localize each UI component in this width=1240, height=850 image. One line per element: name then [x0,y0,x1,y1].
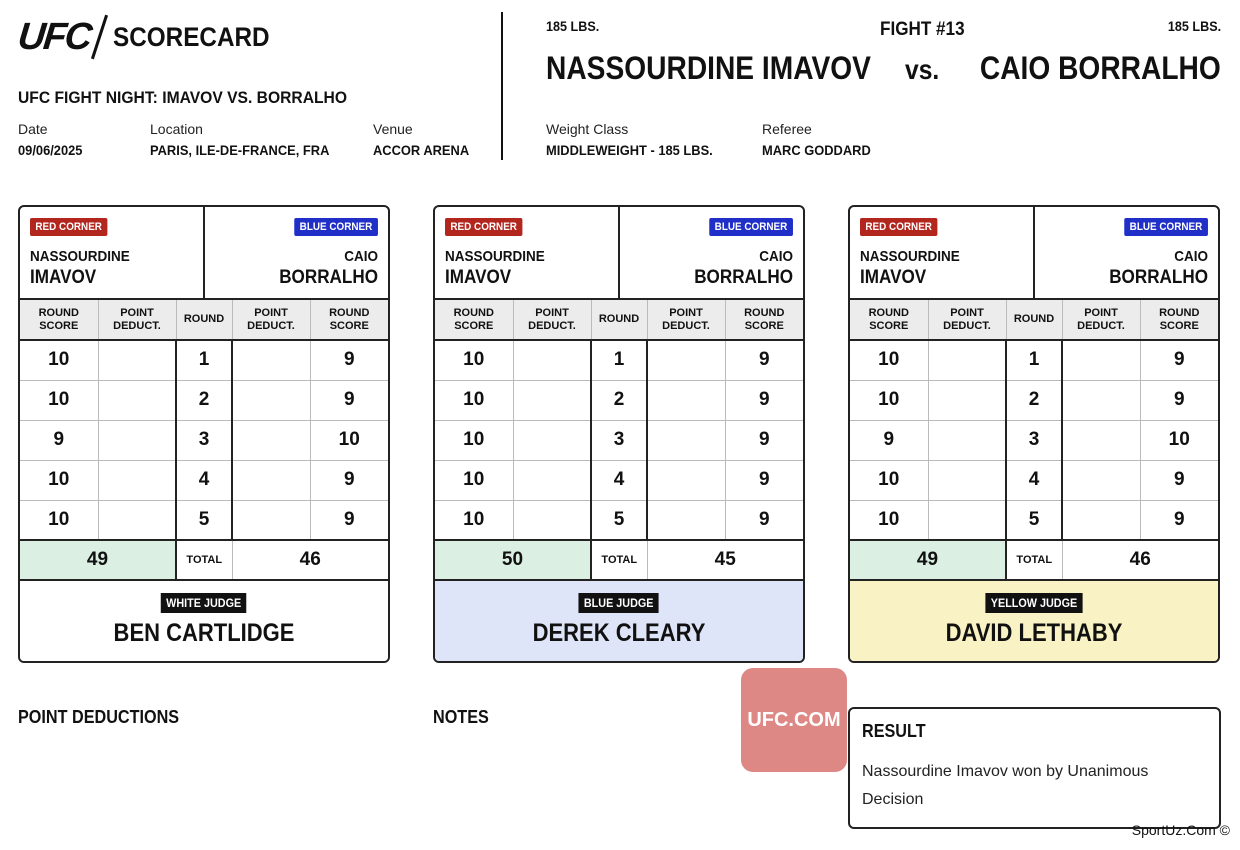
total-row [435,540,803,580]
blue-round-score: 10 [310,420,388,460]
blue-point-deduction [232,420,310,460]
total-label: TOTAL [176,540,232,580]
header-divider [501,12,503,160]
round-number: 2 [591,380,647,420]
blue-corner-badge: BLUE CORNER [295,218,378,236]
red-point-deduction [98,500,176,540]
red-round-score-header: ROUND SCORE [850,300,928,340]
red-total-score: 49 [850,540,1006,580]
blue-round-score: 9 [1140,340,1218,380]
blue-point-deduction [647,500,725,540]
blue-point-deduct-header: POINT DEDUCT. [647,300,725,340]
red-corner-badge: RED CORNER [30,218,107,236]
total-row [850,540,1218,580]
judge-section [20,581,388,663]
round-number: 3 [176,420,232,460]
red-first-name: NASSOURDINE [30,248,130,265]
score-table-header [850,300,1218,340]
red-round-score: 10 [20,460,98,500]
result-title: RESULT [862,721,926,741]
red-round-score: 10 [20,500,98,540]
red-point-deduction [513,340,591,380]
point-deductions-title: POINT DEDUCTIONS [18,707,180,727]
red-round-score: 10 [20,380,98,420]
round-row [850,460,1218,500]
red-corner-badge: RED CORNER [860,218,937,236]
round-number: 2 [176,380,232,420]
blue-point-deduction [232,380,310,420]
scorecard-title: SCORECARD [113,21,270,52]
total-row [20,540,388,580]
blue-fighter-name: CAIO BORRALHO [980,50,1221,86]
red-first-name: NASSOURDINE [445,248,545,265]
red-last-name: IMAVOV [30,267,97,288]
red-round-score: 10 [850,380,928,420]
location-label: Location [150,121,203,137]
round-number: 5 [176,500,232,540]
blue-corner [620,207,803,298]
score-table-header [435,300,803,340]
weight-class-label: Weight Class [546,121,629,137]
red-corner-fighter [860,246,1007,288]
blue-corner [205,207,388,298]
blue-round-score: 9 [310,380,388,420]
judge-section [435,581,803,663]
round-header: ROUND [591,300,647,340]
round-row [435,340,803,380]
blue-round-score: 9 [725,340,803,380]
red-weight: 185 LBS. [546,18,600,34]
red-round-score: 10 [850,460,928,500]
logo-divider [91,15,108,60]
red-last-name: IMAVOV [860,267,927,288]
blue-round-score: 9 [1140,460,1218,500]
round-row [435,460,803,500]
blue-round-score: 10 [1140,420,1218,460]
blue-point-deduction [1062,500,1140,540]
vs-label: vs. [905,54,940,85]
corner-header [435,207,803,300]
red-round-score: 10 [435,380,513,420]
round-row [435,500,803,540]
blue-round-score: 9 [310,460,388,500]
round-number: 1 [1006,340,1062,380]
round-number: 5 [591,500,647,540]
blue-corner-badge: BLUE CORNER [1125,218,1208,236]
blue-first-name: CAIO [344,248,378,265]
blue-round-score: 9 [725,420,803,460]
venue-value: ACCOR ARENA [373,142,470,158]
round-row [20,380,388,420]
red-round-score: 10 [435,340,513,380]
judge-name: DEREK CLEARY [532,619,706,647]
blue-point-deduction [232,500,310,540]
round-row [850,340,1218,380]
blue-point-deduction [1062,380,1140,420]
red-round-score-header: ROUND SCORE [20,300,98,340]
judge-scorecard [848,205,1220,663]
blue-last-name: BORRALHO [279,267,378,288]
red-round-score: 10 [850,340,928,380]
ufc-com-watermark: UFC.COM [741,668,847,772]
red-round-score: 10 [435,460,513,500]
blue-first-name: CAIO [759,248,793,265]
red-round-score-header: ROUND SCORE [435,300,513,340]
blue-round-score: 9 [725,500,803,540]
red-point-deduction [928,460,1006,500]
red-total-score: 50 [435,540,591,580]
red-round-score: 10 [435,420,513,460]
blue-point-deduction [647,340,725,380]
judge-tag: WHITE JUDGE [161,593,247,613]
total-label: TOTAL [591,540,647,580]
total-label: TOTAL [1006,540,1062,580]
blue-round-score-header: ROUND SCORE [725,300,803,340]
red-round-score: 10 [435,500,513,540]
round-row [20,340,388,380]
red-point-deduction [98,380,176,420]
notes-title: NOTES [433,707,489,727]
round-number: 1 [591,340,647,380]
score-table-header [20,300,388,340]
round-row [850,380,1218,420]
round-number: 3 [591,420,647,460]
blue-point-deduct-header: POINT DEDUCT. [232,300,310,340]
red-point-deduction [928,420,1006,460]
blue-round-score: 9 [725,380,803,420]
red-total-score: 49 [20,540,176,580]
blue-point-deduction [647,420,725,460]
event-name: UFC FIGHT NIGHT: IMAVOV VS. BORRALHO [18,88,348,107]
red-corner [20,207,205,298]
blue-round-score: 9 [310,500,388,540]
round-row [20,460,388,500]
round-header: ROUND [1006,300,1062,340]
red-point-deduction [928,380,1006,420]
blue-last-name: BORRALHO [1109,267,1208,288]
red-point-deduction [98,460,176,500]
blue-point-deduct-header: POINT DEDUCT. [1062,300,1140,340]
ufc-logo [15,14,287,60]
blue-round-score: 9 [310,340,388,380]
red-point-deduct-header: POINT DEDUCT. [98,300,176,340]
round-number: 5 [1006,500,1062,540]
referee-value: MARC GODDARD [762,142,871,158]
red-point-deduct-header: POINT DEDUCT. [928,300,1006,340]
source-credit: SportUz.Com © [1131,822,1230,838]
weight-class-value: MIDDLEWEIGHT - 185 LBS. [546,142,713,158]
red-first-name: NASSOURDINE [860,248,960,265]
date-label: Date [18,121,48,137]
blue-corner-fighter [646,246,793,288]
blue-point-deduction [647,380,725,420]
blue-round-score-header: ROUND SCORE [310,300,388,340]
judge-name: BEN CARTLIDGE [113,619,295,647]
red-point-deduction [513,420,591,460]
blue-corner-badge: BLUE CORNER [710,218,793,236]
red-last-name: IMAVOV [445,267,512,288]
red-corner-fighter [445,246,592,288]
score-table [850,300,1218,581]
red-point-deduction [928,500,1006,540]
location-value: PARIS, ILE-DE-FRANCE, FRA [150,142,330,158]
red-point-deduct-header: POINT DEDUCT. [513,300,591,340]
red-point-deduction [98,340,176,380]
judge-scorecard [18,205,390,663]
judge-tag: YELLOW JUDGE [985,593,1082,613]
round-number: 4 [1006,460,1062,500]
judge-tag: BLUE JUDGE [579,593,659,613]
blue-total-score: 46 [1062,540,1218,580]
round-number: 3 [1006,420,1062,460]
blue-point-deduction [232,340,310,380]
blue-last-name: BORRALHO [694,267,793,288]
round-row [20,420,388,460]
blue-weight: 185 LBS. [1167,18,1221,34]
blue-corner [1035,207,1218,298]
score-table [435,300,803,581]
round-number: 4 [176,460,232,500]
round-row [850,420,1218,460]
red-round-score: 10 [20,340,98,380]
result-box [848,707,1221,829]
blue-point-deduction [232,460,310,500]
blue-point-deduction [1062,460,1140,500]
corner-header [850,207,1218,300]
corner-header [20,207,388,300]
judge-scorecard [433,205,805,663]
blue-corner-fighter [1061,246,1208,288]
red-corner [850,207,1035,298]
blue-point-deduction [647,460,725,500]
red-corner-badge: RED CORNER [445,218,522,236]
blue-round-score: 9 [1140,380,1218,420]
round-number: 1 [176,340,232,380]
blue-first-name: CAIO [1174,248,1208,265]
round-row [20,500,388,540]
red-point-deduction [513,380,591,420]
date-value: 09/06/2025 [18,142,83,158]
blue-total-score: 45 [647,540,803,580]
venue-label: Venue [373,121,413,137]
blue-total-score: 46 [232,540,388,580]
blue-corner-fighter [231,246,378,288]
ufc-wordmark: UFC [15,15,93,58]
round-number: 2 [1006,380,1062,420]
fight-number: FIGHT #13 [880,19,965,40]
blue-round-score-header: ROUND SCORE [1140,300,1218,340]
judge-section [850,581,1218,663]
red-point-deduction [513,500,591,540]
round-header: ROUND [176,300,232,340]
blue-point-deduction [1062,420,1140,460]
score-table [20,300,388,581]
round-row [850,500,1218,540]
red-round-score: 10 [850,500,928,540]
red-corner-fighter [30,246,177,288]
red-round-score: 9 [850,420,928,460]
red-point-deduction [928,340,1006,380]
red-point-deduction [98,420,176,460]
blue-round-score: 9 [1140,500,1218,540]
referee-label: Referee [762,121,812,137]
judge-name: DAVID LETHABY [945,619,1123,647]
red-corner [435,207,620,298]
red-point-deduction [513,460,591,500]
blue-round-score: 9 [725,460,803,500]
red-round-score: 9 [20,420,98,460]
round-number: 4 [591,460,647,500]
red-fighter-name: NASSOURDINE IMAVOV [546,50,871,86]
round-row [435,380,803,420]
result-text: Nassourdine Imavov won by Unanimous Decision [862,763,1149,808]
blue-point-deduction [1062,340,1140,380]
round-row [435,420,803,460]
